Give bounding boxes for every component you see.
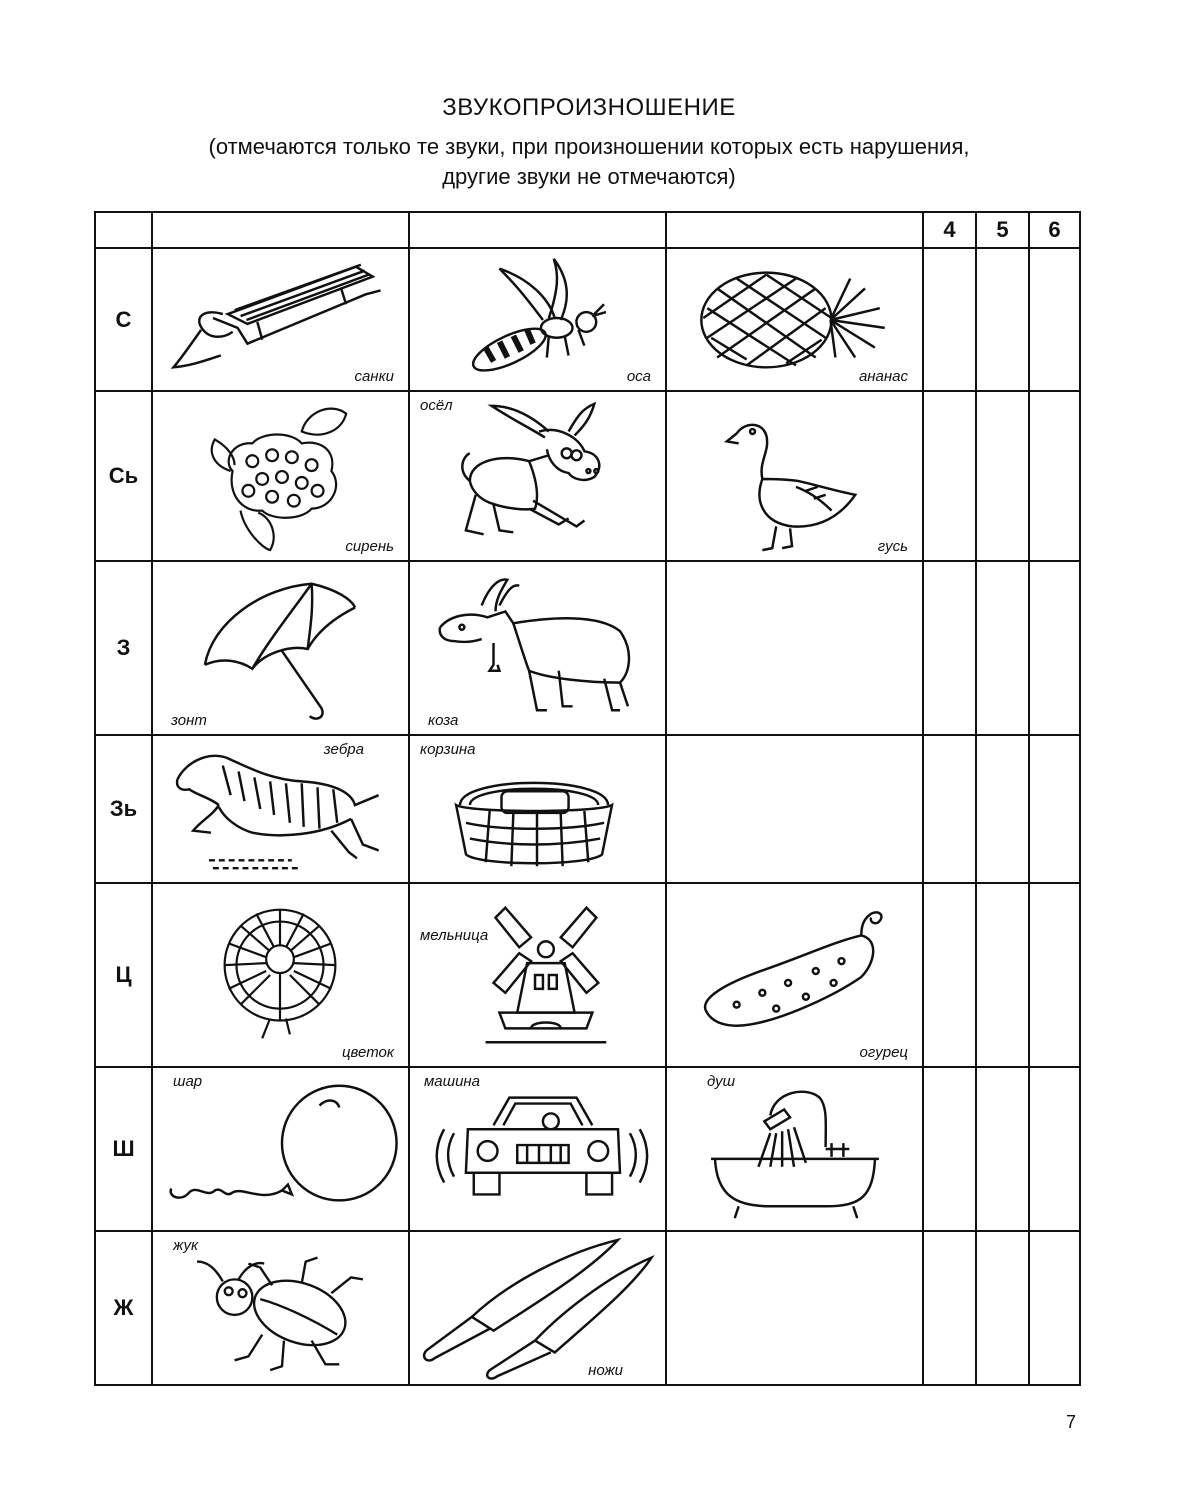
mark-cell[interactable] [1029, 1231, 1080, 1385]
word-caption: гусь [877, 538, 908, 555]
word-caption: санки [354, 368, 394, 385]
page-number: 7 [1066, 1412, 1077, 1432]
word-caption: машина [424, 1073, 481, 1090]
mark-cell[interactable] [976, 735, 1029, 883]
windmill-icon [410, 884, 665, 1066]
word-caption: мельница [420, 927, 489, 944]
mark-cell[interactable] [923, 248, 976, 391]
word-caption: жук [173, 1237, 199, 1254]
donkey-icon [410, 392, 665, 560]
sound-row-s [95, 248, 1080, 391]
mark-cell[interactable] [923, 883, 976, 1067]
mark-cell[interactable] [923, 1231, 976, 1385]
picture-cell [409, 1231, 666, 1385]
picture-cell [152, 561, 409, 735]
picture-cell [409, 735, 666, 883]
column-6-header: 6 [1029, 212, 1080, 248]
picture-cell [152, 1231, 409, 1385]
mark-cell[interactable] [976, 1067, 1029, 1231]
car-icon [410, 1068, 665, 1230]
knives-icon [410, 1232, 665, 1384]
word-caption: ананас [858, 368, 908, 385]
picture-cell [666, 248, 923, 391]
sound-row-sj [95, 391, 1080, 561]
word-caption: корзина [420, 741, 476, 758]
header-empty-cell [666, 212, 923, 248]
sound-row-zh [95, 1231, 1080, 1385]
sound-row-ts [95, 883, 1080, 1067]
picture-cell [666, 561, 923, 735]
sound-label: С [95, 248, 152, 391]
zebra-icon [153, 736, 408, 882]
word-caption: зебра [323, 741, 364, 758]
sound-label: Ц [95, 883, 152, 1067]
mark-cell[interactable] [976, 1231, 1029, 1385]
mark-cell[interactable] [1029, 883, 1080, 1067]
column-5-header: 5 [976, 212, 1029, 248]
subtitle-line-1: (отмечаются только те звуки, при произношении которых есть нарушения, [208, 134, 970, 159]
sound-row-zj [95, 735, 1080, 883]
mark-cell[interactable] [976, 248, 1029, 391]
mark-cell[interactable] [976, 391, 1029, 561]
picture-cell [666, 391, 923, 561]
sound-label: З [95, 561, 152, 735]
word-caption: ножи [588, 1362, 623, 1379]
picture-cell [152, 1067, 409, 1231]
mark-cell[interactable] [976, 561, 1029, 735]
lilac-icon [153, 392, 408, 560]
word-caption: осёл [420, 397, 453, 414]
header-empty-cell [95, 212, 152, 248]
picture-cell [409, 1067, 666, 1231]
word-caption: огурец [859, 1044, 908, 1061]
mark-cell[interactable] [1029, 561, 1080, 735]
word-caption: цветок [341, 1044, 394, 1061]
balloon-icon [153, 1068, 408, 1230]
beetle-icon [153, 1232, 408, 1384]
word-caption: зонт [171, 712, 207, 729]
page-title: ЗВУКОПРОИЗНОШЕНИЕ [442, 94, 736, 121]
sound-row-sh [95, 1067, 1080, 1231]
mark-cell[interactable] [923, 735, 976, 883]
mark-cell[interactable] [923, 1067, 976, 1231]
sound-table [94, 211, 1081, 1386]
mark-cell[interactable] [923, 561, 976, 735]
header-empty-cell [152, 212, 409, 248]
umbrella-icon [153, 562, 408, 734]
sound-label: Зь [95, 735, 152, 883]
picture-cell [409, 391, 666, 561]
mark-cell[interactable] [923, 391, 976, 561]
word-caption: сирень [345, 538, 394, 555]
word-caption: душ [707, 1073, 736, 1090]
word-caption: шар [173, 1073, 203, 1090]
subtitle-line-2: другие звуки не отмечаются) [442, 164, 736, 189]
picture-cell [152, 391, 409, 561]
bathtub-icon [667, 1068, 922, 1230]
mark-cell[interactable] [1029, 248, 1080, 391]
column-4-header: 4 [923, 212, 976, 248]
sound-row-z [95, 561, 1080, 735]
word-caption: оса [626, 368, 651, 385]
mark-cell[interactable] [1029, 1067, 1080, 1231]
goat-icon [410, 562, 665, 734]
mark-cell[interactable] [1029, 391, 1080, 561]
picture-cell [666, 883, 923, 1067]
header-empty-cell [409, 212, 666, 248]
flower-icon [153, 884, 408, 1066]
picture-cell [152, 735, 409, 883]
picture-cell [409, 883, 666, 1067]
sound-label: Ж [95, 1231, 152, 1385]
picture-cell [152, 248, 409, 391]
picture-cell [666, 1067, 923, 1231]
header-row [95, 212, 1080, 248]
picture-cell [666, 1231, 923, 1385]
mark-cell[interactable] [1029, 735, 1080, 883]
goose-icon [667, 392, 922, 560]
word-caption: коза [428, 712, 459, 729]
picture-cell [409, 248, 666, 391]
sound-label: Сь [95, 391, 152, 561]
sound-label: Ш [95, 1067, 152, 1231]
picture-cell [409, 561, 666, 735]
picture-cell [666, 735, 923, 883]
picture-cell [152, 883, 409, 1067]
cucumber-icon [667, 884, 922, 1066]
mark-cell[interactable] [976, 883, 1029, 1067]
